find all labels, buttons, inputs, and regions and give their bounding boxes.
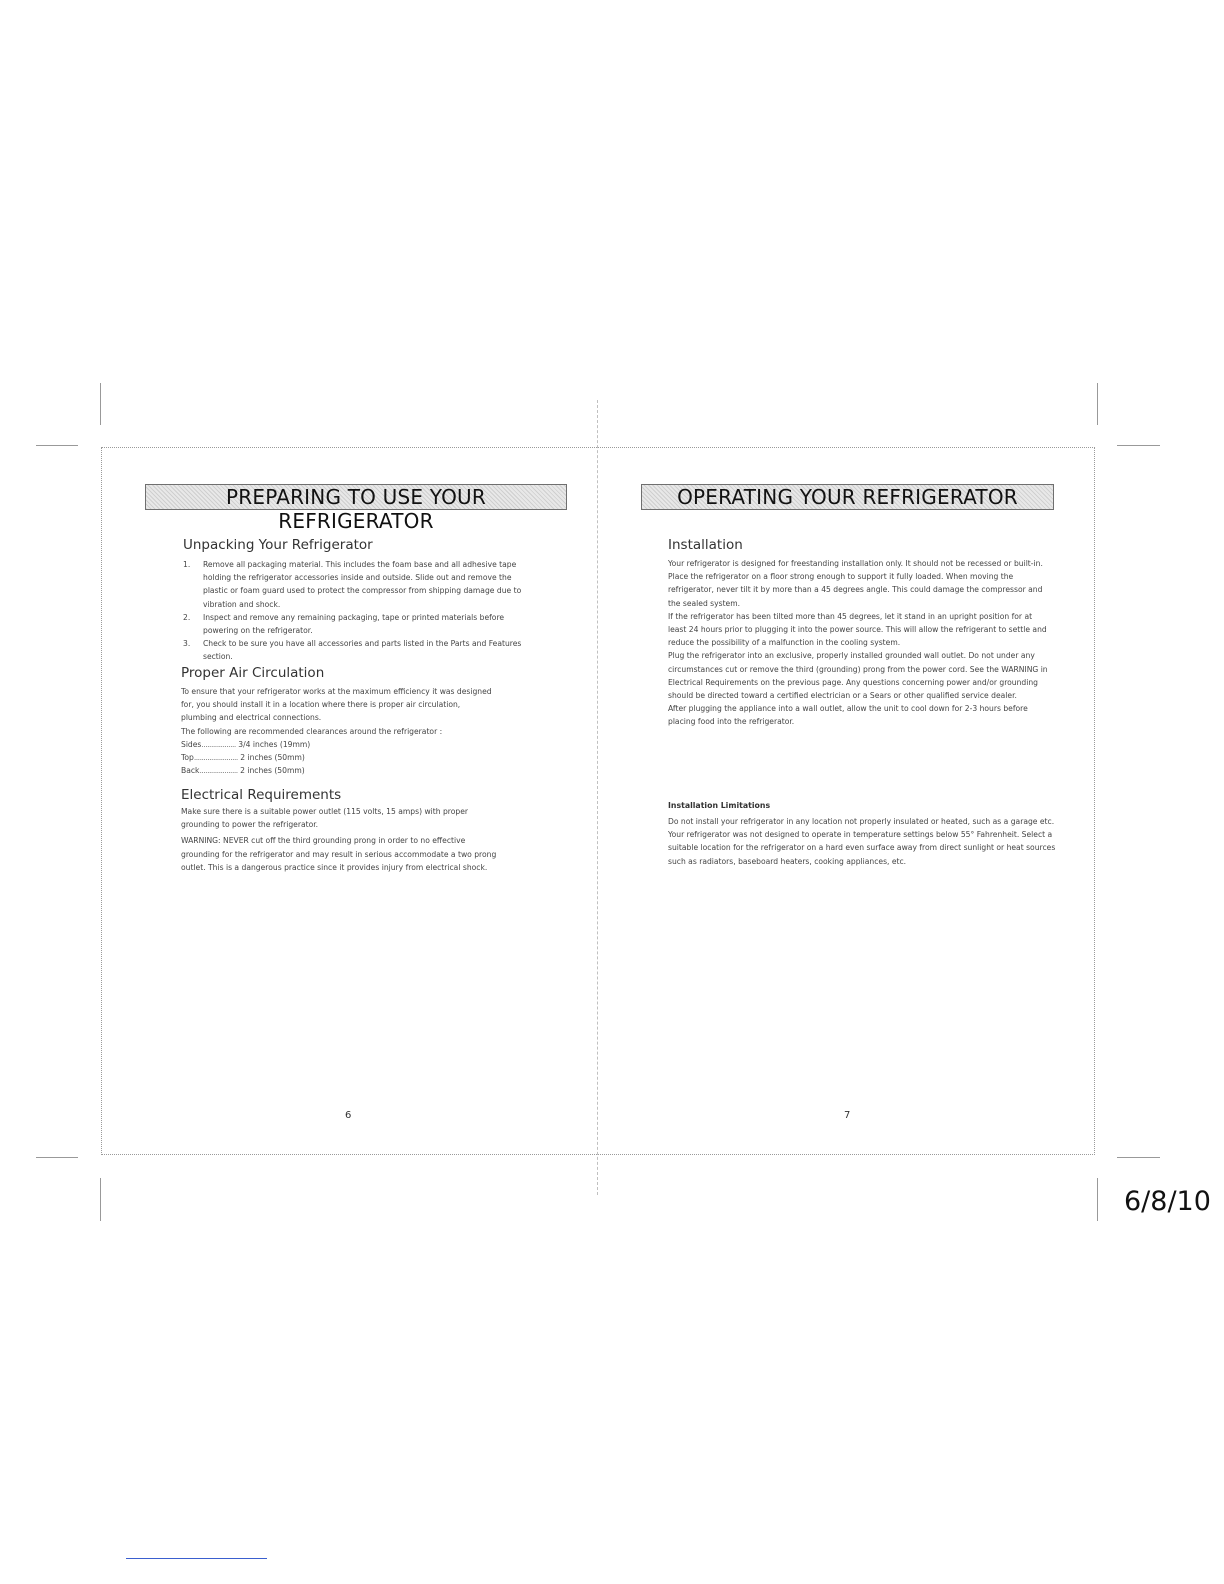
paragraph: The following are recommended clearances around the refrigerator : [181, 726, 443, 736]
page-number: 7 [844, 1110, 851, 1121]
section-banner: OPERATING YOUR REFRIGERATOR [641, 484, 1054, 510]
crop-mark [100, 383, 101, 425]
section-banner: PREPARING TO USE YOUR REFRIGERATOR [145, 484, 567, 510]
clearance-row: Back.................... 2 inches (50mm) [181, 766, 305, 776]
crop-mark [1117, 445, 1160, 446]
air-circulation-text [181, 685, 493, 777]
warning-paragraph: WARNING: NEVER cut off the third grounding prong in order to no effective grounding for the refrigerator and may result in serious accommodate a two prong outlet. This is a dangerous practice since it provides injury from electrical shock. [181, 836, 497, 872]
paragraph: After plugging the appliance into a wall outlet, allow the unit to cool down for 2-3 hours before placing food into the refrigerator. [668, 704, 1028, 727]
paragraph: Plug the refrigerator into an exclusive, properly installed grounded wall outlet. Do not under any circumstances cut or remove the third (grounding) prong from the power cord. See the WARNING in Electrical Requirements on the previous page. Any questions concerning power and/or grounding should be directed toward a certified electrician or a Sears or other qualified service dealer. [668, 651, 1048, 701]
installation-text [668, 557, 1052, 729]
list-item: 2. Inspect and remove any remaining packaging, tape or printed materials before powering on the refrigerator. [183, 612, 505, 636]
crop-mark [1117, 1157, 1160, 1158]
unpacking-steps [183, 558, 535, 664]
left-page [102, 448, 598, 1154]
crop-mark [36, 1157, 78, 1158]
list-item: 3. Check to be sure you have all accessories and parts listed in the Parts and Features section. [183, 639, 522, 662]
crop-mark [1097, 1178, 1098, 1221]
air-circulation-heading: Proper Air Circulation [181, 665, 325, 681]
manual-spread [101, 447, 1095, 1155]
installation-heading: Installation [668, 537, 743, 553]
limitations-heading: Installation Limitations [668, 801, 771, 810]
electrical-text [181, 805, 501, 874]
electrical-heading: Electrical Requirements [181, 787, 342, 803]
paragraph: If the refrigerator has been tilted more than 45 degrees, let it stand in an upright position for at least 24 hours prior to plugging it into the power source. This will allow the refrigerant to settle and reduce the possibility of a malfunction in the cooling system. [668, 611, 1047, 648]
paragraph: Make sure there is a suitable power outlet (115 volts, 15 amps) with proper grounding to power the refrigerator. [181, 807, 469, 830]
paragraph: Your refrigerator is designed for freestanding installation only. It should not be recessed or built-in. Place the refrigerator on a floor strong enough to support it fully loaded. When moving the refrigerator, never tilt it by more than a 45 degrees angle. This could damage the compressor and the sealed system. [668, 559, 1043, 608]
page-number: 6 [345, 1110, 352, 1121]
date-stamp: 6/8/10 [1124, 1186, 1211, 1217]
paragraph: To ensure that your refrigerator works at the maximum efficiency it was designed for, you should install it in a location where there is proper air circulation, plumbing and electrical connections. [181, 687, 492, 723]
list-item: 1. Remove all packaging material. This includes the foam base and all adhesive tape holding the refrigerator accessories inside and outside. Slide out and remove the plastic or foam guard used to protect the compressor from shipping damage due to vibration and shock. [183, 560, 522, 609]
footer-rule [126, 1558, 267, 1559]
unpacking-heading: Unpacking Your Refrigerator [183, 537, 373, 553]
clearance-row: Sides.................. 3/4 inches (19mm) [181, 739, 311, 749]
right-page [598, 448, 1094, 1154]
crop-mark [100, 1178, 101, 1221]
clearance-row: Top....................... 2 inches (50mm) [181, 753, 305, 763]
crop-mark [1097, 383, 1098, 425]
crop-mark [36, 445, 78, 446]
limitations-paragraph: Do not install your refrigerator in any location not properly insulated or heated, such as a garage etc. Your refrigerator was not designed to operate in temperature settings below 55° Fahrenheit. Select a suitable location for the refrigerator on a hard even surface away from direct sunlight or heat sources such as radiators, baseboard heaters, cooking appliances, etc. [668, 817, 1056, 866]
